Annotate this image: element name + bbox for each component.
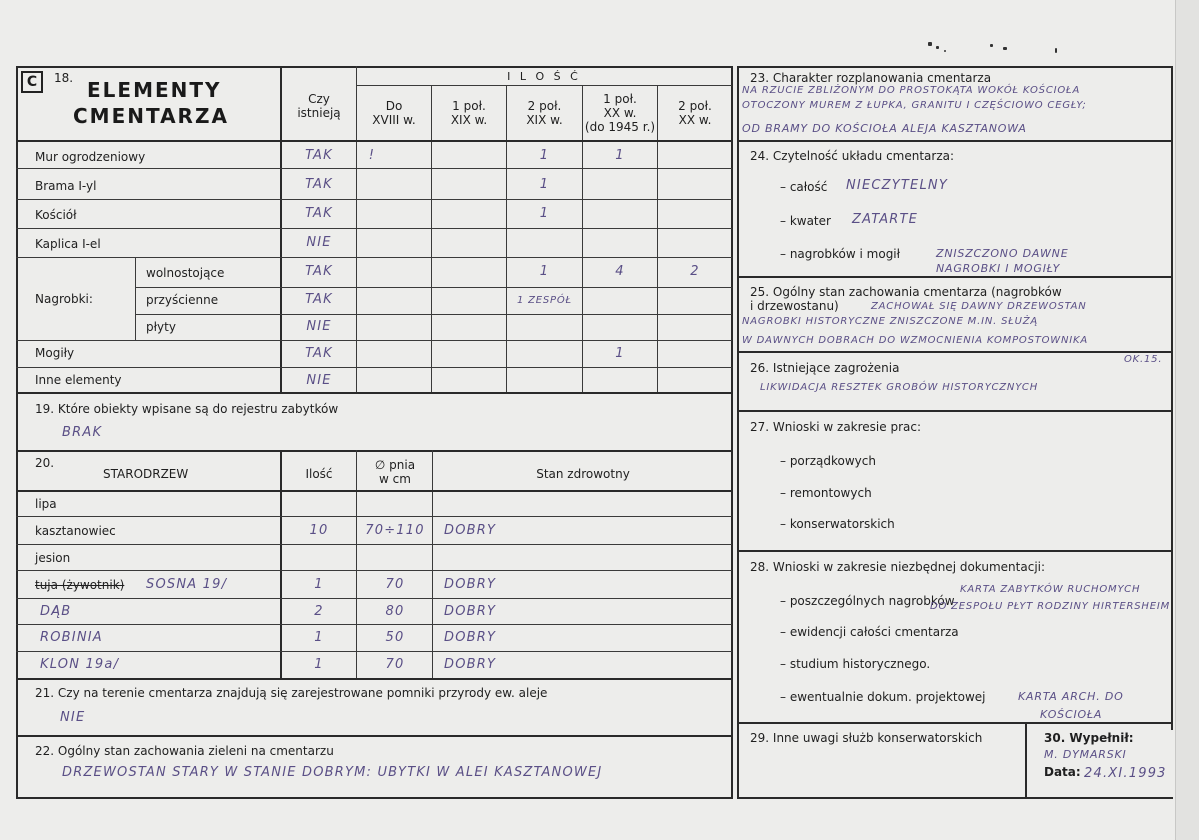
s18-row-label: płyty [146, 320, 176, 334]
s18-row-2pol19: 1 [539, 148, 550, 163]
s18-col-ilosc: I L O Ś Ć [507, 70, 581, 83]
s20-tree-pnia: 70 [385, 657, 405, 672]
s18-row-2pol19: 1 [539, 264, 550, 279]
s28-item3: – studium historycznego. [780, 657, 931, 671]
s20-tree-hand: SOSNA 19/ [146, 577, 228, 592]
s18-row-do18: ! [368, 148, 376, 163]
s18-row-czy: TAK [305, 148, 333, 163]
s20-tree-ilosc: 1 [314, 657, 324, 672]
s18-row-2pol19: 1 [539, 206, 550, 221]
s28-item4-value2: KOŚCIOŁA [1040, 708, 1103, 721]
speck [944, 50, 946, 52]
s20-tree-ilosc: 10 [309, 523, 329, 538]
s20-tree-stan: DOBRY [444, 577, 497, 592]
s18-row-1pol20: 4 [615, 264, 625, 279]
s28-item1: – poszczególnych nagrobków [780, 594, 955, 608]
s20-tree-pnia: 70 [385, 577, 405, 592]
s23-line3: OD BRAMY DO KOŚCIOŁA ALEJA KASZTANOWA [742, 122, 1027, 135]
s20-tree-stan: DOBRY [444, 604, 497, 619]
s23-label: 23. Charakter rozplanowania cmentarza [750, 71, 992, 85]
s23-line1: NA RZUCIE ZBLIŻONYM DO PROSTOKĄTA WOKÓŁ KOŚCIOŁA [742, 85, 1081, 96]
s24-label: 24. Czytelność układu cmentarza: [750, 149, 955, 163]
section-c-badge: C [21, 71, 43, 93]
speck [928, 42, 932, 46]
s30-date: 24.XI.1993 [1084, 766, 1167, 781]
card-edge [1175, 0, 1199, 840]
s18-row-label: przyścienne [146, 293, 219, 307]
s24-kwater-label: – kwater [780, 214, 831, 228]
s18-col-2pol20: 2 poł. XX w. [678, 99, 712, 127]
s18-col-czy: Czy istnieją [297, 92, 341, 120]
s20-tree-stan: DOBRY [444, 630, 497, 645]
s18-col-1pol20: 1 poł. XX w. (do 1945 r.) [584, 92, 656, 134]
s21-value: NIE [60, 710, 86, 725]
s18-title-line2: CMENTARZA [73, 104, 229, 128]
s20-col-pnia: ∅ pnia w cm [374, 458, 416, 486]
s19-value: BRAK [62, 425, 103, 440]
speck [990, 44, 993, 47]
s18-row-2pol19: 1 [539, 177, 550, 192]
speck [1055, 48, 1057, 53]
s28-item1-value1: KARTA ZABYTKÓW RUCHOMYCH [960, 584, 1141, 595]
s18-row-label: Kościół [35, 208, 77, 222]
s18-row-czy: NIE [306, 319, 332, 334]
s18-row-label: wolnostojące [146, 266, 225, 280]
s18-row-czy: NIE [306, 373, 332, 388]
s27-item1: – porządkowych [780, 454, 876, 468]
s18-title-line1: ELEMENTY [87, 78, 222, 102]
s30-date-label: Data: [1044, 765, 1081, 779]
s18-row-2pol20: 2 [690, 264, 700, 279]
s20-tree-name: DĄB [40, 604, 72, 619]
s29-label: 29. Inne uwagi służb konserwatorskich [750, 731, 983, 745]
s18-row-1pol20: 1 [615, 148, 625, 163]
s26-label: 26. Istniejące zagrożenia [750, 361, 900, 375]
s24-calosc-label: – całość [780, 180, 828, 194]
s20-tree-pnia: 50 [385, 630, 405, 645]
s18-col-1pol19: 1 poł. XIX w. [450, 99, 488, 127]
s18-row-czy: TAK [305, 264, 333, 279]
s20-title: STARODRZEW [103, 467, 189, 481]
s25-value1: ZACHOWAŁ SIĘ DAWNY DRZEWOSTAN [871, 301, 1087, 312]
s25-value3: W DAWNYCH DOBRACH DO WZMOCNIENIA KOMPOSTOWNIKA [742, 335, 1089, 346]
s30-name: M. DYMARSKI [1044, 748, 1127, 761]
s20-tree-name: KLON 19a/ [40, 657, 120, 672]
s20-col-stan: Stan zdrowotny [536, 467, 630, 481]
s20-tree-pnia: 70÷110 [365, 523, 425, 538]
s20-tree-pnia: 80 [385, 604, 405, 619]
s18-row-label: Mur ogrodzeniowy [35, 150, 146, 164]
s20-tree-ilosc: 2 [314, 604, 324, 619]
s27-item2: – remontowych [780, 486, 872, 500]
s22-value: DRZEWOSTAN STARY W STANIE DOBRYM: UBYTKI W ALEI KASZTANOWEJ [62, 765, 603, 780]
speck [1003, 47, 1007, 50]
s24-nagrobki-value2: NAGROBKI I MOGIŁY [936, 262, 1061, 275]
s18-row-label: Mogiły [35, 346, 75, 360]
s24-nagrobki-label: – nagrobków i mogił [780, 247, 901, 261]
s26-value: LIKWIDACJA RESZTEK GROBÓW HISTORYCZNYCH [760, 382, 1039, 393]
s20-tree-stan: DOBRY [444, 657, 497, 672]
s20-number: 20. [35, 456, 55, 470]
s18-row-2pol19: 1 ZESPÓŁ [517, 295, 572, 306]
s18-row-label: Brama I-yl [35, 179, 97, 193]
s28-item2: – ewidencji całości cmentarza [780, 625, 959, 639]
s25-label2: i drzewostanu) [750, 299, 839, 313]
s18-row-czy: TAK [305, 177, 333, 192]
s18-col-2pol19: 2 poł. XIX w. [526, 99, 563, 127]
speck [936, 46, 939, 49]
s18-row-label: Kaplica I-el [35, 237, 101, 251]
s25-note: OK.15. [1124, 354, 1163, 365]
s30-label: 30. Wypełnił: [1044, 731, 1134, 745]
s20-tree-name: ROBINIA [40, 630, 103, 645]
s20-tree-stan: DOBRY [444, 523, 497, 538]
s19-label: 19. Które obiekty wpisane są do rejestru zabytków [35, 402, 339, 416]
s28-label: 28. Wnioski w zakresie niezbędnej dokumentacji: [750, 560, 1046, 574]
s18-row-czy: NIE [306, 235, 332, 250]
s18-number: 18. [54, 71, 74, 85]
s20-tree-ilosc: 1 [314, 630, 324, 645]
s18-row-label: Inne elementy [35, 373, 122, 387]
s20-tree-name: kasztanowiec [35, 524, 116, 538]
s25-label1: 25. Ogólny stan zachowania cmentarza (nagrobków [750, 285, 1062, 299]
s24-calosc-value: NIECZYTELNY [846, 178, 948, 193]
s18-row-czy: TAK [305, 292, 333, 307]
s24-nagrobki-value1: ZNISZCZONO DAWNE [936, 247, 1069, 260]
s20-tree-name: jesion [35, 551, 71, 565]
s25-value2: NAGROBKI HISTORYCZNE ZNISZCZONE M.IN. SŁUŻĄ [742, 316, 1039, 327]
s18-row-czy: TAK [305, 206, 333, 221]
s28-item4: – ewentualnie dokum. projektowej [780, 690, 986, 704]
s18-col-do18: Do XVIII w. [372, 99, 416, 127]
s21-label: 21. Czy na terenie cmentarza znajdują się zarejestrowane pomniki przyrody ew. aleje [35, 686, 548, 700]
s24-kwater-value: ZATARTE [852, 212, 919, 227]
s28-item4-value1: KARTA ARCH. DO [1018, 690, 1124, 703]
s18-nagrobki-label: Nagrobki: [35, 292, 93, 306]
s20-tree-ilosc: 1 [314, 577, 324, 592]
s27-item3: – konserwatorskich [780, 517, 895, 531]
s22-label: 22. Ogólny stan zachowania zieleni na cmentarzu [35, 744, 334, 758]
s20-col-ilosc: Ilość [305, 467, 333, 481]
s20-tree-name: tuja (żywotnik) [35, 578, 125, 592]
s18-row-1pol20: 1 [615, 346, 625, 361]
s18-row-czy: TAK [305, 346, 333, 361]
s27-label: 27. Wnioski w zakresie prac: [750, 420, 922, 434]
s23-line2: OTOCZONY MUREM Z ŁUPKA, GRANITU I CZĘŚCIOWO CEGŁY; [742, 100, 1087, 111]
s20-tree-name: lipa [35, 497, 57, 511]
s28-item1-value2: DO ZESPOŁU PŁYT RODZINY HIRTERSHEIM [930, 601, 1171, 612]
